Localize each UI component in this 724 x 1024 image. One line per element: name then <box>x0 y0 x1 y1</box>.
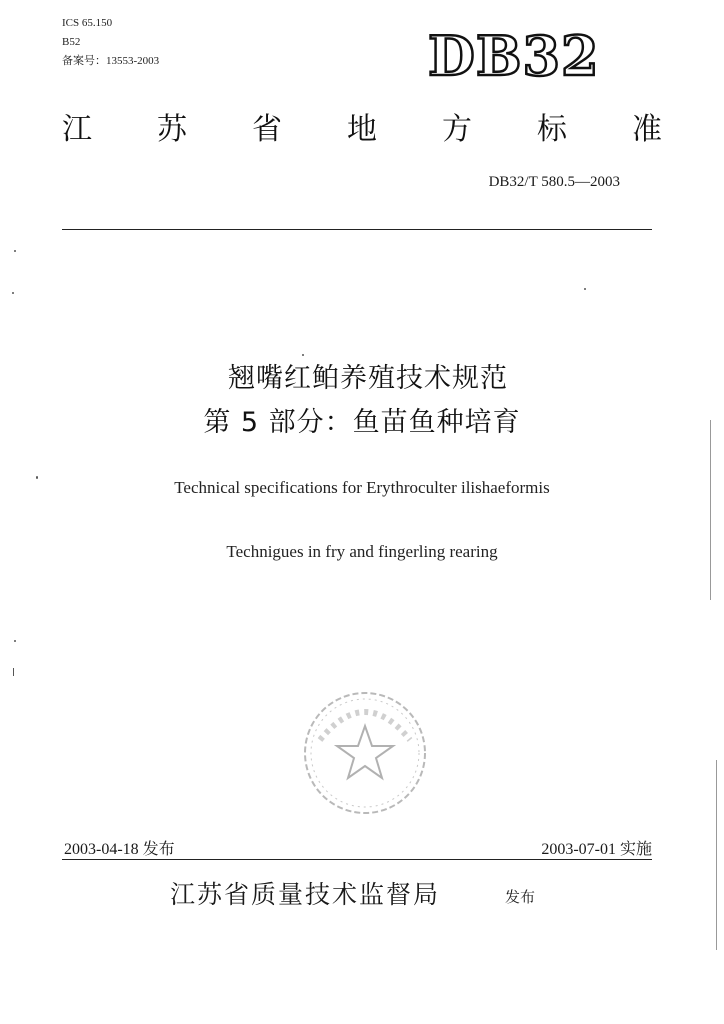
scan-edge-line <box>710 420 711 600</box>
ics-code: ICS 65.150 <box>62 17 113 29</box>
scan-speck <box>36 476 38 479</box>
scan-speck <box>302 354 304 356</box>
scan-edge-line <box>716 760 717 950</box>
title-chinese-line-2: 第 5 部分：鱼苗鱼种培育 <box>203 407 521 438</box>
implementation-date: 2003-07-01 实施 <box>541 841 652 858</box>
scan-speck <box>584 288 586 290</box>
standard-code-mark: DB32 <box>428 24 600 88</box>
standard-type-char: 省 <box>252 112 282 147</box>
scan-speck <box>14 640 16 642</box>
record-number: 备案号：13553-2003 <box>62 55 160 67</box>
issuing-authority-suffix: 发布 <box>505 888 536 906</box>
standard-type-char: 准 <box>632 112 662 147</box>
bottom-divider <box>62 859 652 860</box>
standard-type-char: 标 <box>537 112 567 147</box>
scan-speck <box>14 250 16 252</box>
title-english-line-1: Technical specifications for Erythroculter ilishaeformis <box>174 478 550 497</box>
issuing-authority: 江苏省质量技术监督局 <box>170 880 441 909</box>
standard-type-char: 江 <box>62 112 92 147</box>
standard-type-char: 苏 <box>157 112 187 147</box>
issue-date: 2003-04-18 发布 <box>64 841 175 858</box>
standard-type-char: 地 <box>347 112 377 147</box>
title-chinese-line-1: 翘嘴红鲌养殖技术规范 <box>228 363 508 394</box>
top-divider <box>62 229 652 230</box>
scan-speck <box>13 668 14 676</box>
ccs-code: B52 <box>62 36 81 48</box>
standard-type-char: 方 <box>442 112 472 147</box>
standard-number: DB32/T 580.5—2003 <box>488 174 620 190</box>
scan-speck <box>12 292 14 294</box>
standard-type-heading <box>62 110 662 150</box>
official-seal-stamp-icon <box>300 688 430 818</box>
title-english-line-2: Technigues in fry and fingerling rearing <box>226 542 498 561</box>
